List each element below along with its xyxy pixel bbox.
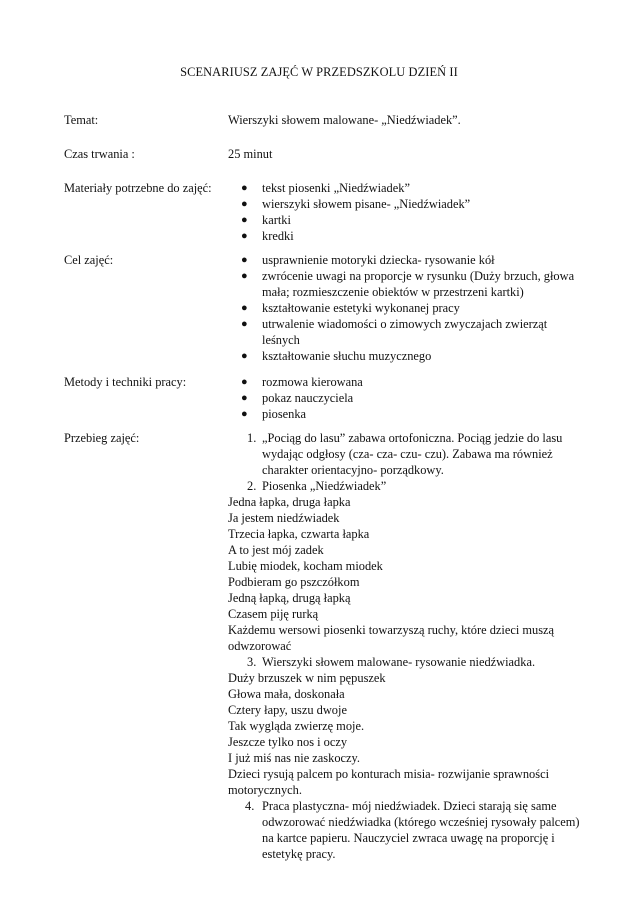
bullet-icon: ● [241, 408, 248, 420]
przebieg-label: Przebieg zajęć: [64, 431, 140, 445]
bullet-icon: ● [241, 182, 248, 194]
bullet-icon: ● [241, 230, 248, 242]
song-line: Lubię miodek, kocham miodek [228, 559, 383, 573]
document-title: SCENARIUSZ ZAJĘĆ W PRZEDSZKOLU DZIEŃ II [180, 65, 458, 79]
list-item: ● kształtowanie słuchu muzycznego [241, 349, 432, 363]
list-item: ● kredki [241, 229, 294, 243]
bullet-icon: ● [241, 392, 248, 404]
metody-label: Metody i techniki pracy: [64, 375, 187, 389]
poem-line: Duży brzuszek w nim pępuszek [228, 671, 386, 685]
materialy-label: Materiały potrzebne do zajęć: [64, 181, 212, 195]
temat-value: Wierszyki słowem malowane- „Niedźwiadek”. [228, 113, 461, 127]
list-item: ● kartki [241, 213, 291, 227]
czas-label: Czas trwania : [64, 147, 135, 161]
song-line: Trzecia łapka, czwarta łapka [228, 527, 370, 541]
poem-line: Cztery łapy, uszu dwoje [228, 703, 347, 717]
list-item: ● pokaz nauczyciela [241, 391, 354, 405]
song-line: Czasem piję rurką [228, 607, 319, 621]
bullet-icon: ● [241, 350, 248, 362]
czas-value: 25 minut [228, 147, 273, 161]
bullet-icon: ● [241, 198, 248, 210]
list-item: ● tekst piosenki „Niedźwiadek” [241, 181, 410, 195]
list-item: ● kształtowanie estetyki wykonanej pracy [241, 301, 460, 315]
bullet-icon: ● [241, 270, 248, 282]
cel-list [228, 252, 588, 364]
poem-line: I już miś nas nie zaskoczy. [228, 751, 361, 765]
song-line: Jedna łapka, druga łapka [228, 495, 351, 509]
poem-note: Dzieci rysują palcem po konturach misia- rozwijanie sprawności motorycznych. [228, 767, 550, 797]
temat-label: Temat: [64, 113, 99, 127]
metody-list [228, 374, 588, 422]
list-item: ● utrwalenie wiadomości o zimowych zwyczajach zwierząt leśnych [241, 317, 548, 347]
song-note: Każdemu wersowi piosenki towarzyszą ruchy, które dzieci muszą odwzorować [228, 623, 555, 653]
list-item: ● usprawnienie motoryki dziecka- rysowanie kół [241, 253, 495, 267]
list-item: ● zwrócenie uwagi na proporcje w rysunku (Duży brzuch, głowa mała; rozmieszczenie obiektów w przestrzeni kartki) [241, 269, 575, 299]
song-line: Ja jestem niedźwiadek [228, 511, 340, 525]
step-2: 2. Piosenka „Niedźwiadek” [247, 479, 387, 493]
list-item: ● piosenka [241, 407, 307, 421]
poem-line: Głowa mała, doskonała [228, 687, 345, 701]
bullet-icon: ● [241, 254, 248, 266]
song-line: A to jest mój zadek [228, 543, 324, 557]
song-line: Jedną łapką, drugą łapką [228, 591, 351, 605]
materialy-list [228, 180, 588, 244]
bullet-icon: ● [241, 318, 248, 330]
cel-label: Cel zajęć: [64, 253, 114, 267]
step-1: 1. „Pociąg do lasu” zabawa ortofoniczna. Pociąg jedzie do lasu wydając odgłosy (cza- cza- czu- czu). Zabawa ma również charakter orientacyjno- porządkowy. [247, 431, 563, 477]
poem-line: Jeszcze tylko nos i oczy [228, 735, 348, 749]
bullet-icon: ● [241, 302, 248, 314]
bullet-icon: ● [241, 376, 248, 388]
step-4: 4. Praca plastyczna- mój niedźwiadek. Dzieci starają się same odwzorować niedźwiadka (którego wcześniej rysowały palcem) na kartce papieru. Nauczyciel zwraca uwagę na proporcję i estetykę pracy. [245, 799, 580, 861]
poem-line: Tak wygląda zwierzę moje. [228, 719, 365, 733]
przebieg-content [228, 430, 593, 862]
list-item: ● wierszyki słowem pisane- „Niedźwiadek” [241, 197, 471, 211]
step-3: 3. Wierszyki słowem malowane- rysowanie niedźwiadka. [247, 655, 536, 669]
list-item: ● rozmowa kierowana [241, 375, 363, 389]
bullet-icon: ● [241, 214, 248, 226]
song-line: Podbieram go pszczółkom [228, 575, 360, 589]
